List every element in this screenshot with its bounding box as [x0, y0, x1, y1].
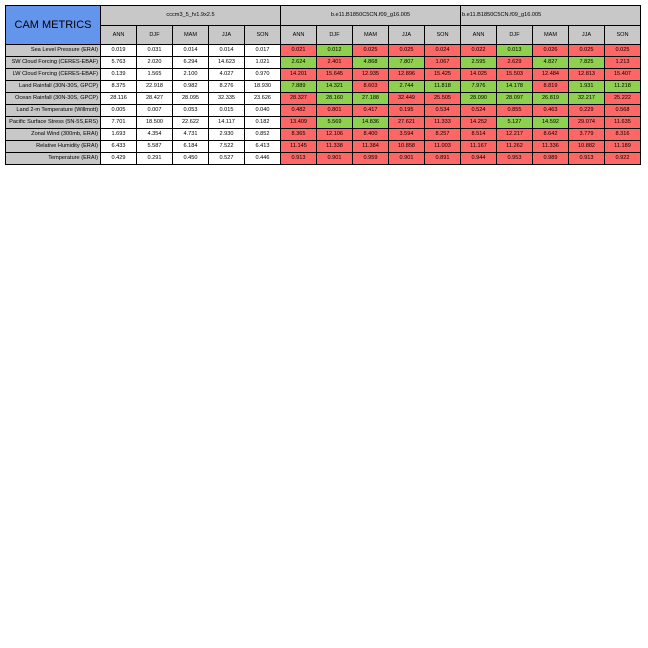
metric-cell: 15.645 — [317, 69, 353, 81]
season-header-mam: MAM — [533, 25, 569, 45]
metric-cell: 26.819 — [533, 93, 569, 105]
metric-cell: 1.021 — [245, 57, 281, 69]
season-header-row — [6, 25, 641, 45]
season-header-ann: ANN — [461, 25, 497, 45]
metric-cell: 0.913 — [569, 153, 605, 165]
row-label: Temperature (ERAI) — [6, 153, 101, 165]
metric-cell: 2.744 — [389, 81, 425, 93]
metric-cell: 14.592 — [533, 117, 569, 129]
row-label: Pacific Surface Stress (5N-5S,ERS) — [6, 117, 101, 129]
metric-cell: 1.931 — [569, 81, 605, 93]
metric-cell: 0.534 — [425, 105, 461, 117]
metric-cell: 8.316 — [605, 129, 641, 141]
metric-cell: 8.257 — [425, 129, 461, 141]
metric-cell: 2.624 — [281, 57, 317, 69]
metric-cell: 0.568 — [605, 105, 641, 117]
metric-cell: 0.195 — [389, 105, 425, 117]
metric-cell: 0.463 — [533, 105, 569, 117]
metric-cell: 18.500 — [137, 117, 173, 129]
metric-cell: 0.026 — [533, 45, 569, 57]
row-label: Ocean Rainfall (30N-30S, GPCP) — [6, 93, 101, 105]
metric-cell: 13.409 — [281, 117, 317, 129]
metric-cell: 5.127 — [497, 117, 533, 129]
metric-cell: 0.031 — [137, 45, 173, 57]
table-row — [6, 141, 641, 153]
table-row — [6, 105, 641, 117]
metric-cell: 14.025 — [461, 69, 497, 81]
metric-cell: 0.429 — [101, 153, 137, 165]
metric-cell: 0.291 — [137, 153, 173, 165]
season-header-jja: JJA — [209, 25, 245, 45]
metric-cell: 0.524 — [461, 105, 497, 117]
metric-cell: 28.327 — [281, 93, 317, 105]
metric-cell: 11.262 — [497, 141, 533, 153]
metric-cell: 11.003 — [425, 141, 461, 153]
metric-cell: 0.040 — [245, 105, 281, 117]
run-header-3: b.e11.B1850C5CN.f09_g16.005 — [461, 6, 641, 26]
metric-cell: 12.217 — [497, 129, 533, 141]
metric-cell: 4.827 — [533, 57, 569, 69]
metric-cell: 8.375 — [101, 81, 137, 93]
metric-cell: 27.188 — [353, 93, 389, 105]
metric-cell: 0.922 — [605, 153, 641, 165]
metric-cell: 1.067 — [425, 57, 461, 69]
table-row — [6, 117, 641, 129]
metric-cell: 12.106 — [317, 129, 353, 141]
metrics-table-container — [5, 5, 641, 165]
metric-cell: 28.427 — [137, 93, 173, 105]
metric-cell: 14.252 — [461, 117, 497, 129]
metric-cell: 4.731 — [173, 129, 209, 141]
metric-cell: 0.025 — [389, 45, 425, 57]
metric-cell: 12.896 — [389, 69, 425, 81]
table-row — [6, 57, 641, 69]
metric-cell: 2.930 — [209, 129, 245, 141]
season-header-jja: JJA — [389, 25, 425, 45]
metric-cell: 11.145 — [281, 141, 317, 153]
metric-cell: 10.858 — [389, 141, 425, 153]
row-label: Land 2-m Temperature (Willmott) — [6, 105, 101, 117]
metric-cell: 14.117 — [209, 117, 245, 129]
metric-cell: 7.825 — [569, 57, 605, 69]
metric-cell: 0.450 — [173, 153, 209, 165]
season-header-son: SON — [245, 25, 281, 45]
metric-cell: 0.025 — [605, 45, 641, 57]
metric-cell: 25.222 — [605, 93, 641, 105]
metric-cell: 4.868 — [353, 57, 389, 69]
table-row — [6, 153, 641, 165]
metric-cell: 0.139 — [101, 69, 137, 81]
row-label: Relative Humidity (ERAI) — [6, 141, 101, 153]
season-header-mam: MAM — [353, 25, 389, 45]
metric-cell: 6.294 — [173, 57, 209, 69]
metrics-body — [6, 45, 641, 165]
metric-cell: 5.587 — [137, 141, 173, 153]
metric-cell: 0.025 — [353, 45, 389, 57]
metric-cell: 11.333 — [425, 117, 461, 129]
metric-cell: 7.976 — [461, 81, 497, 93]
metric-cell: 0.959 — [353, 153, 389, 165]
metric-cell: 11.336 — [533, 141, 569, 153]
metric-cell: 0.007 — [137, 105, 173, 117]
metric-cell: 0.021 — [281, 45, 317, 57]
metric-cell: 0.025 — [569, 45, 605, 57]
metric-cell: 3.779 — [569, 129, 605, 141]
season-header-mam: MAM — [173, 25, 209, 45]
metric-cell: 11.218 — [605, 81, 641, 93]
metric-cell: 0.015 — [209, 105, 245, 117]
metric-cell: 32.217 — [569, 93, 605, 105]
metric-cell: 8.819 — [533, 81, 569, 93]
metric-cell: 7.701 — [101, 117, 137, 129]
metric-cell: 0.891 — [425, 153, 461, 165]
metric-cell: 23.626 — [245, 93, 281, 105]
metric-cell: 15.503 — [497, 69, 533, 81]
metric-cell: 6.433 — [101, 141, 137, 153]
metric-cell: 25.505 — [425, 93, 461, 105]
metric-cell: 0.852 — [245, 129, 281, 141]
season-header-ann: ANN — [281, 25, 317, 45]
metric-cell: 0.005 — [101, 105, 137, 117]
metric-cell: 5.569 — [317, 117, 353, 129]
metric-cell: 8.400 — [353, 129, 389, 141]
metric-cell: 7.889 — [281, 81, 317, 93]
metrics-table — [5, 5, 641, 165]
metric-cell: 14.321 — [317, 81, 353, 93]
metric-cell: 11.818 — [425, 81, 461, 93]
metric-cell: 18.930 — [245, 81, 281, 93]
metric-cell: 11.189 — [605, 141, 641, 153]
metric-cell: 0.913 — [281, 153, 317, 165]
metric-cell: 32.335 — [209, 93, 245, 105]
metric-cell: 7.807 — [389, 57, 425, 69]
row-label: LW Cloud Forcing (CERES-EBAF) — [6, 69, 101, 81]
metric-cell: 0.014 — [173, 45, 209, 57]
metric-cell: 6.184 — [173, 141, 209, 153]
metric-cell: 14.178 — [497, 81, 533, 93]
metric-cell: 0.012 — [317, 45, 353, 57]
metric-cell: 12.484 — [533, 69, 569, 81]
metric-cell: 8.642 — [533, 129, 569, 141]
row-label: Sea Level Pressure (ERAI) — [6, 45, 101, 57]
metric-cell: 1.693 — [101, 129, 137, 141]
metric-cell: 28.090 — [461, 93, 497, 105]
metric-cell: 22.918 — [137, 81, 173, 93]
table-row — [6, 81, 641, 93]
metric-cell: 8.603 — [353, 81, 389, 93]
metric-cell: 0.053 — [173, 105, 209, 117]
metric-cell: 0.901 — [389, 153, 425, 165]
metric-cell: 0.019 — [101, 45, 137, 57]
metric-cell: 32.449 — [389, 93, 425, 105]
metric-cell: 0.182 — [245, 117, 281, 129]
metric-cell: 1.213 — [605, 57, 641, 69]
metric-cell: 28.160 — [317, 93, 353, 105]
run-header-1: cccm3_5_fv1.9x2.5 — [101, 6, 281, 26]
metric-cell: 15.425 — [425, 69, 461, 81]
table-row — [6, 69, 641, 81]
metric-cell: 10.882 — [569, 141, 605, 153]
season-header-jja: JJA — [569, 25, 605, 45]
metric-cell: 1.565 — [137, 69, 173, 81]
metric-cell: 2.401 — [317, 57, 353, 69]
row-label: SW Cloud Forcing (CERES-EBAF) — [6, 57, 101, 69]
metric-cell: 2.595 — [461, 57, 497, 69]
metric-cell: 2.020 — [137, 57, 173, 69]
metric-cell: 0.953 — [497, 153, 533, 165]
metric-cell: 0.855 — [497, 105, 533, 117]
metric-cell: 28.116 — [101, 93, 137, 105]
metric-cell: 0.417 — [353, 105, 389, 117]
metric-cell: 14.201 — [281, 69, 317, 81]
metric-cell: 11.384 — [353, 141, 389, 153]
metric-cell: 14.836 — [353, 117, 389, 129]
metric-cell: 0.024 — [425, 45, 461, 57]
season-header-djf: DJF — [137, 25, 173, 45]
run-header-2: b.e11.B1850C5CN.f09_g16.005 — [281, 6, 461, 26]
metric-cell: 0.982 — [173, 81, 209, 93]
metric-cell: 6.413 — [245, 141, 281, 153]
metric-cell: 7.522 — [209, 141, 245, 153]
row-label: Zonal Wind (300mb, ERAI) — [6, 129, 101, 141]
table-title: CAM METRICS — [6, 6, 101, 45]
metric-cell: 0.801 — [317, 105, 353, 117]
metric-cell: 8.514 — [461, 129, 497, 141]
metric-cell: 0.944 — [461, 153, 497, 165]
metric-cell: 4.027 — [209, 69, 245, 81]
season-header-son: SON — [425, 25, 461, 45]
metric-cell: 2.100 — [173, 69, 209, 81]
row-label: Land Rainfall (30N-30S, GPCP) — [6, 81, 101, 93]
table-row — [6, 129, 641, 141]
metric-cell: 29.074 — [569, 117, 605, 129]
metric-cell: 8.365 — [281, 129, 317, 141]
table-row — [6, 93, 641, 105]
metric-cell: 0.229 — [569, 105, 605, 117]
metric-cell: 0.527 — [209, 153, 245, 165]
run-header-row — [6, 6, 641, 26]
season-header-djf: DJF — [317, 25, 353, 45]
metric-cell: 28.095 — [173, 93, 209, 105]
metric-cell: 0.970 — [245, 69, 281, 81]
metric-cell: 2.629 — [497, 57, 533, 69]
metric-cell: 27.621 — [389, 117, 425, 129]
metric-cell: 0.989 — [533, 153, 569, 165]
metric-cell: 0.901 — [317, 153, 353, 165]
metric-cell: 22.622 — [173, 117, 209, 129]
season-header-djf: DJF — [497, 25, 533, 45]
metric-cell: 11.338 — [317, 141, 353, 153]
metric-cell: 8.276 — [209, 81, 245, 93]
season-header-son: SON — [605, 25, 641, 45]
metric-cell: 3.594 — [389, 129, 425, 141]
metric-cell: 0.482 — [281, 105, 317, 117]
metric-cell: 0.013 — [497, 45, 533, 57]
season-header-ann: ANN — [101, 25, 137, 45]
metric-cell: 12.935 — [353, 69, 389, 81]
metric-cell: 0.446 — [245, 153, 281, 165]
metric-cell: 11.635 — [605, 117, 641, 129]
metric-cell: 14.623 — [209, 57, 245, 69]
metric-cell: 5.763 — [101, 57, 137, 69]
metric-cell: 15.407 — [605, 69, 641, 81]
metric-cell: 0.022 — [461, 45, 497, 57]
metric-cell: 12.813 — [569, 69, 605, 81]
metric-cell: 11.167 — [461, 141, 497, 153]
metric-cell: 28.097 — [497, 93, 533, 105]
table-row — [6, 45, 641, 57]
metric-cell: 4.354 — [137, 129, 173, 141]
metric-cell: 0.017 — [245, 45, 281, 57]
metric-cell: 0.014 — [209, 45, 245, 57]
